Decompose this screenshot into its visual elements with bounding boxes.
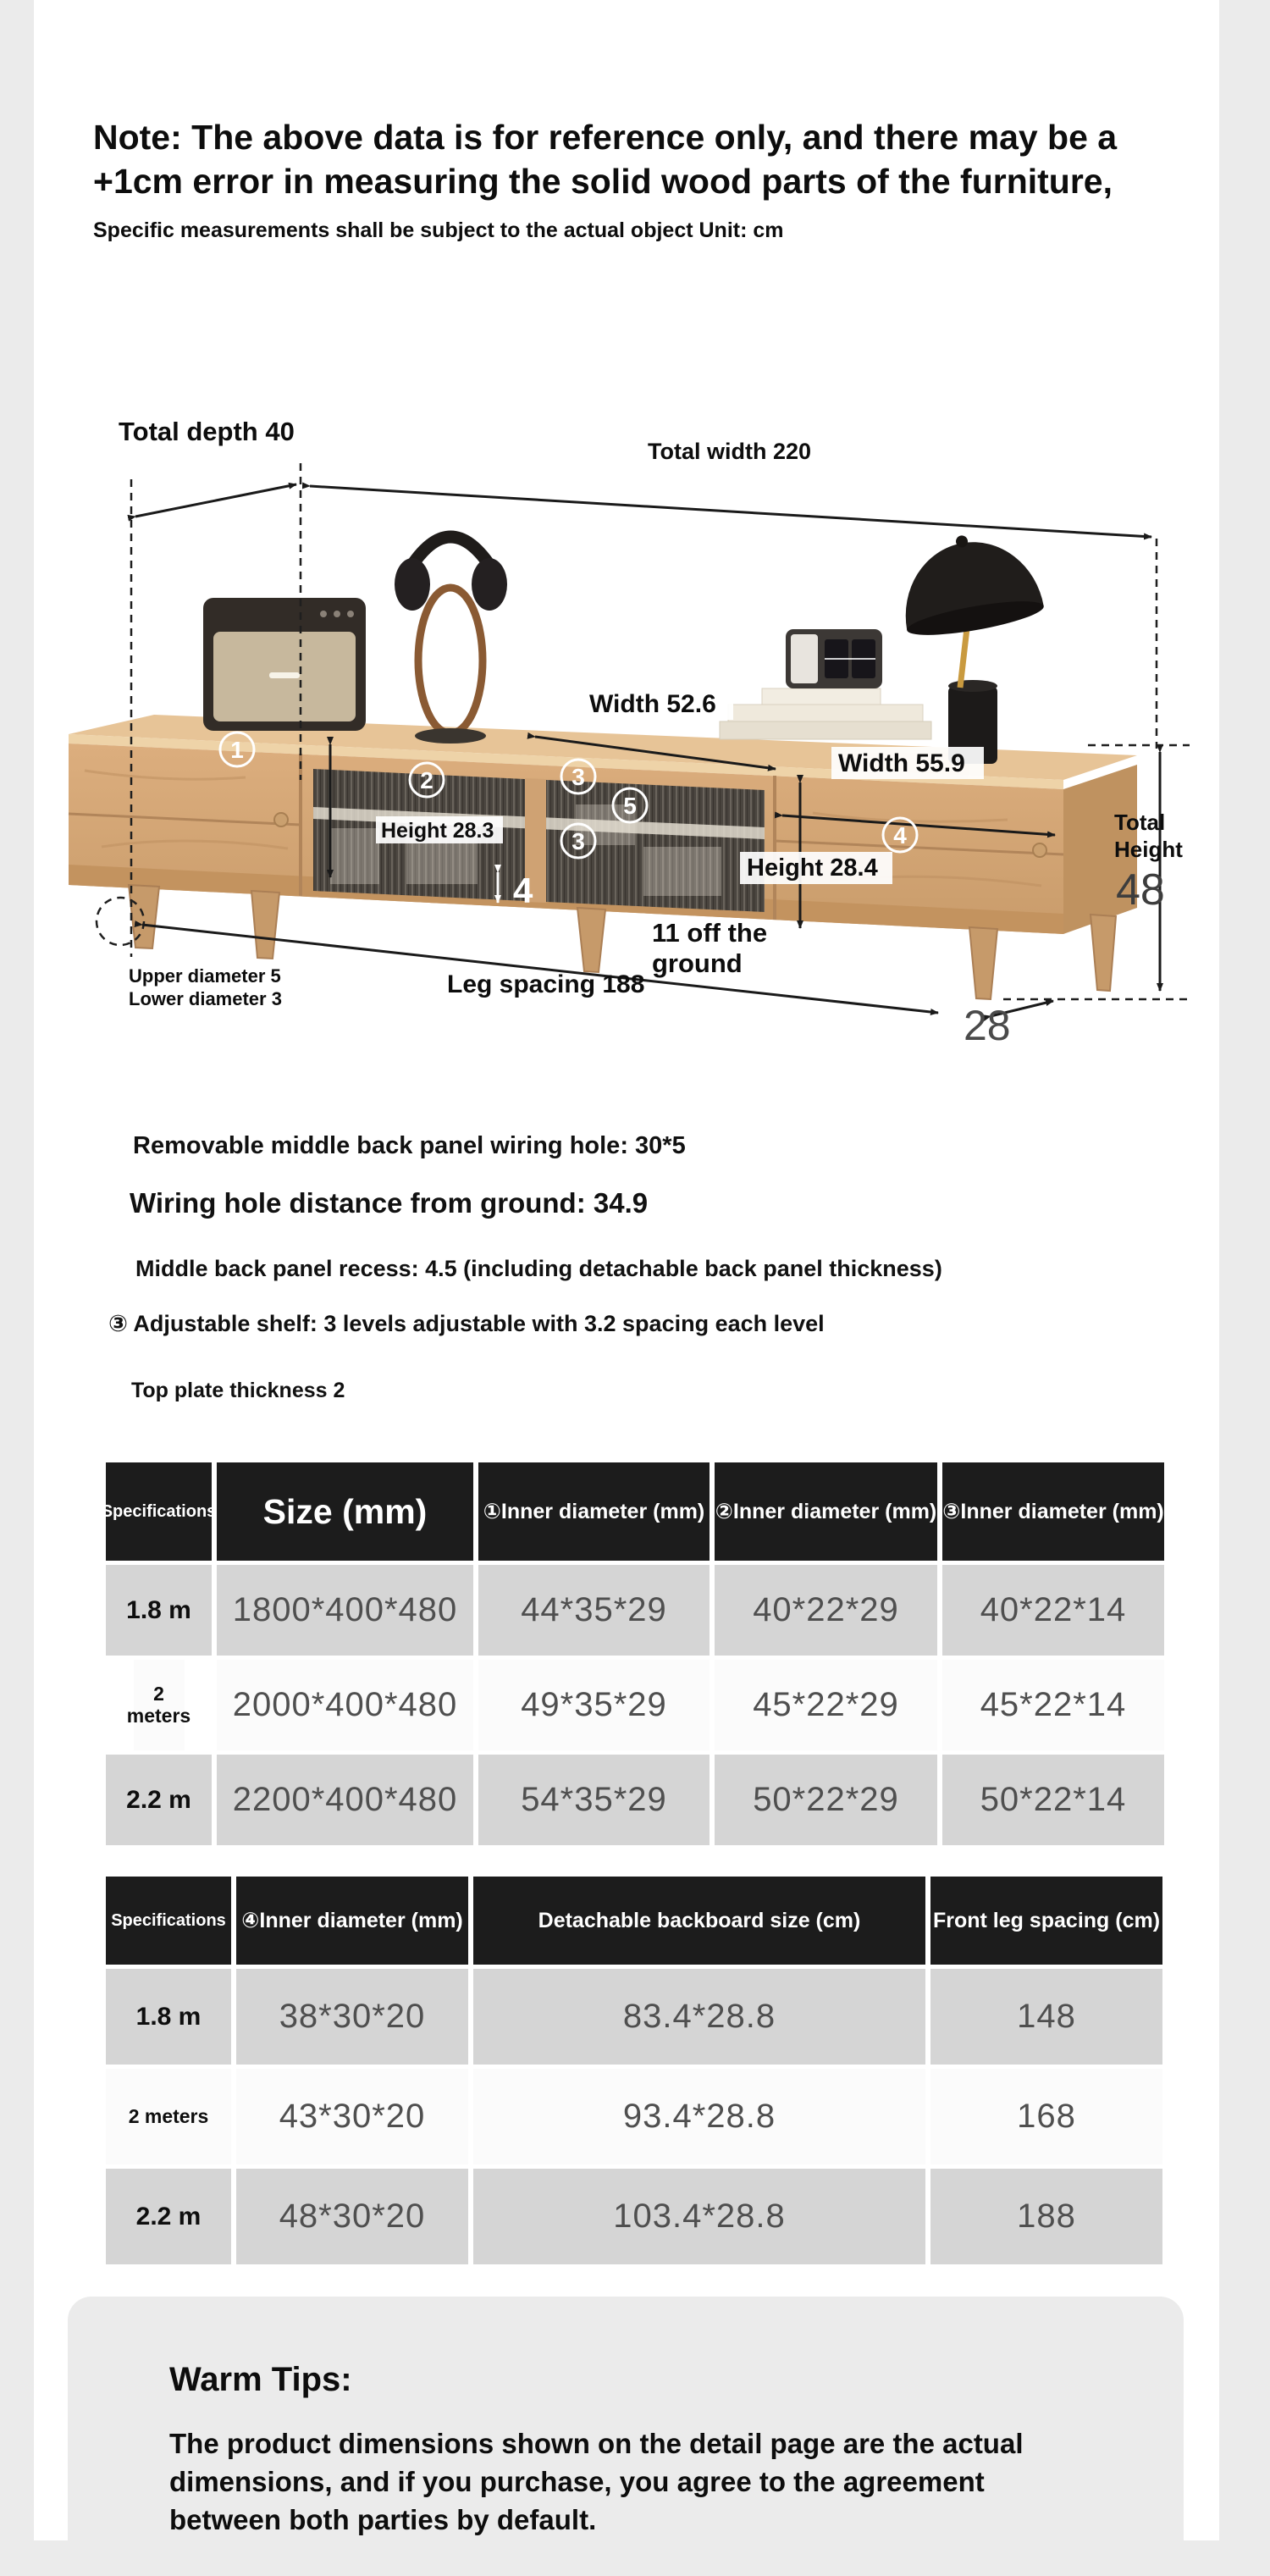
table-cell: 148 [930, 1969, 1162, 2065]
label-lower-diameter: Lower diameter 3 [129, 988, 282, 1009]
warm-tips-body: The product dimensions shown on the detail page are the actual dimensions, and if you purchase, you agree to the agreement between both parties by default. [169, 2428, 1024, 2535]
marker-3-bottom: 3 [572, 828, 585, 854]
marker-5: 5 [623, 793, 637, 819]
warm-tips-title: Warm Tips: [169, 2361, 352, 2398]
books-clock-decor [720, 629, 931, 739]
table-cell: 83.4*28.8 [473, 1969, 925, 2065]
table1-header-size: Size (mm) [217, 1462, 473, 1561]
label-leg-spacing: Leg spacing 188 [447, 970, 645, 998]
table2-header-inner4: ④Inner diameter (mm) [236, 1877, 468, 1965]
marker-1: 1 [230, 737, 244, 763]
label-height-left: Height 28.3 [381, 819, 494, 843]
label-off-ground-1: 11 off the [652, 918, 768, 948]
label-height-right: Height 28.4 [747, 854, 878, 882]
marker-2: 2 [420, 767, 433, 793]
label-total-width: Total width 220 [648, 439, 812, 464]
table-cell: 48*30*20 [236, 2169, 468, 2264]
table1-header-inner1: ①Inner diameter (mm) [478, 1462, 710, 1561]
table-cell: 2 meters [106, 2069, 231, 2164]
table-cell: 45*22*14 [942, 1660, 1164, 1750]
table2-header-specifications: Specifications [106, 1877, 231, 1965]
backboard-table [106, 1877, 1162, 2264]
table-cell: 1.8 m [106, 1969, 231, 2065]
table-cell: 40*22*29 [715, 1565, 937, 1656]
label-upper-diameter: Upper diameter 5 [129, 965, 281, 987]
content-column [34, 0, 1219, 2540]
table-cell: 44*35*29 [478, 1565, 710, 1656]
spec-note-hole-distance: Wiring hole distance from ground: 34.9 [130, 1187, 649, 1219]
label-width-right: Width 55.9 [838, 749, 965, 777]
table-cell: 168 [930, 2069, 1162, 2164]
note-subtext: Specific measurements shall be subject to the actual object Unit: cm [93, 218, 784, 242]
table-cell: 54*35*29 [478, 1755, 710, 1845]
table-cell: 50*22*14 [942, 1755, 1164, 1845]
note-heading: Note: The above data is for reference only, and there may be a +1cm error in measuring the solid wood parts of the furniture, [93, 118, 1118, 202]
table-cell: 1800*400*480 [217, 1565, 473, 1656]
label-total-height-2: Height [1114, 837, 1183, 862]
spec-note-top-plate: Top plate thickness 2 [131, 1379, 345, 1402]
table1-header-inner2: ②Inner diameter (mm) [715, 1462, 937, 1561]
label-width-mid: Width 52.6 [589, 690, 716, 718]
spec-note-adjustable-shelf: ③ Adjustable shelf: 3 levels adjustable with 3.2 spacing each level [108, 1311, 825, 1336]
table-cell: 103.4*28.8 [473, 2169, 925, 2264]
label-total-height-1: Total [1114, 810, 1166, 835]
table-cell: 40*22*14 [942, 1565, 1164, 1656]
marker-4: 4 [893, 822, 907, 849]
warm-tips-box [68, 2297, 1184, 2576]
dimension-diagram [51, 406, 1219, 1075]
table-cell: 45*22*29 [715, 1660, 937, 1750]
table-cell: 2200*400*480 [217, 1755, 473, 1845]
table-cell: 2 meters [134, 1660, 185, 1750]
label-bottom-rail: 4 [513, 871, 533, 910]
table-cell: 38*30*20 [236, 1969, 468, 2065]
table1-header-inner3: ③Inner diameter (mm) [942, 1462, 1164, 1561]
table-cell: 188 [930, 2169, 1162, 2264]
table2-header-leg-spacing: Front leg spacing (cm) [930, 1877, 1162, 1965]
label-off-ground-2: ground [652, 948, 743, 978]
table-cell: 1.8 m [106, 1565, 212, 1656]
table2-header-backboard: Detachable backboard size (cm) [473, 1877, 925, 1965]
table-cell: 93.4*28.8 [473, 2069, 925, 2164]
size-table [101, 1462, 1164, 1845]
table-cell: 49*35*29 [478, 1660, 710, 1750]
speaker-decor [203, 598, 366, 731]
label-back-leg-inset: 28 [964, 1002, 1011, 1049]
table-cell: 2000*400*480 [217, 1660, 473, 1750]
table-cell: 2.2 m [106, 2169, 231, 2264]
marker-3-top: 3 [572, 764, 585, 790]
table-cell: 50*22*29 [715, 1755, 937, 1845]
table-cell: 43*30*20 [236, 2069, 468, 2164]
spec-note-panel-recess: Middle back panel recess: 4.5 (including detachable back panel thickness) [135, 1256, 942, 1281]
table1-header-specifications: Specifications [106, 1462, 212, 1561]
headphones-decor [395, 537, 507, 744]
label-total-depth: Total depth 40 [119, 417, 295, 446]
label-total-height-value: 48 [1116, 865, 1165, 915]
spec-note-wiring-hole: Removable middle back panel wiring hole: 30*5 [133, 1132, 686, 1159]
table-cell: 2.2 m [106, 1755, 212, 1845]
